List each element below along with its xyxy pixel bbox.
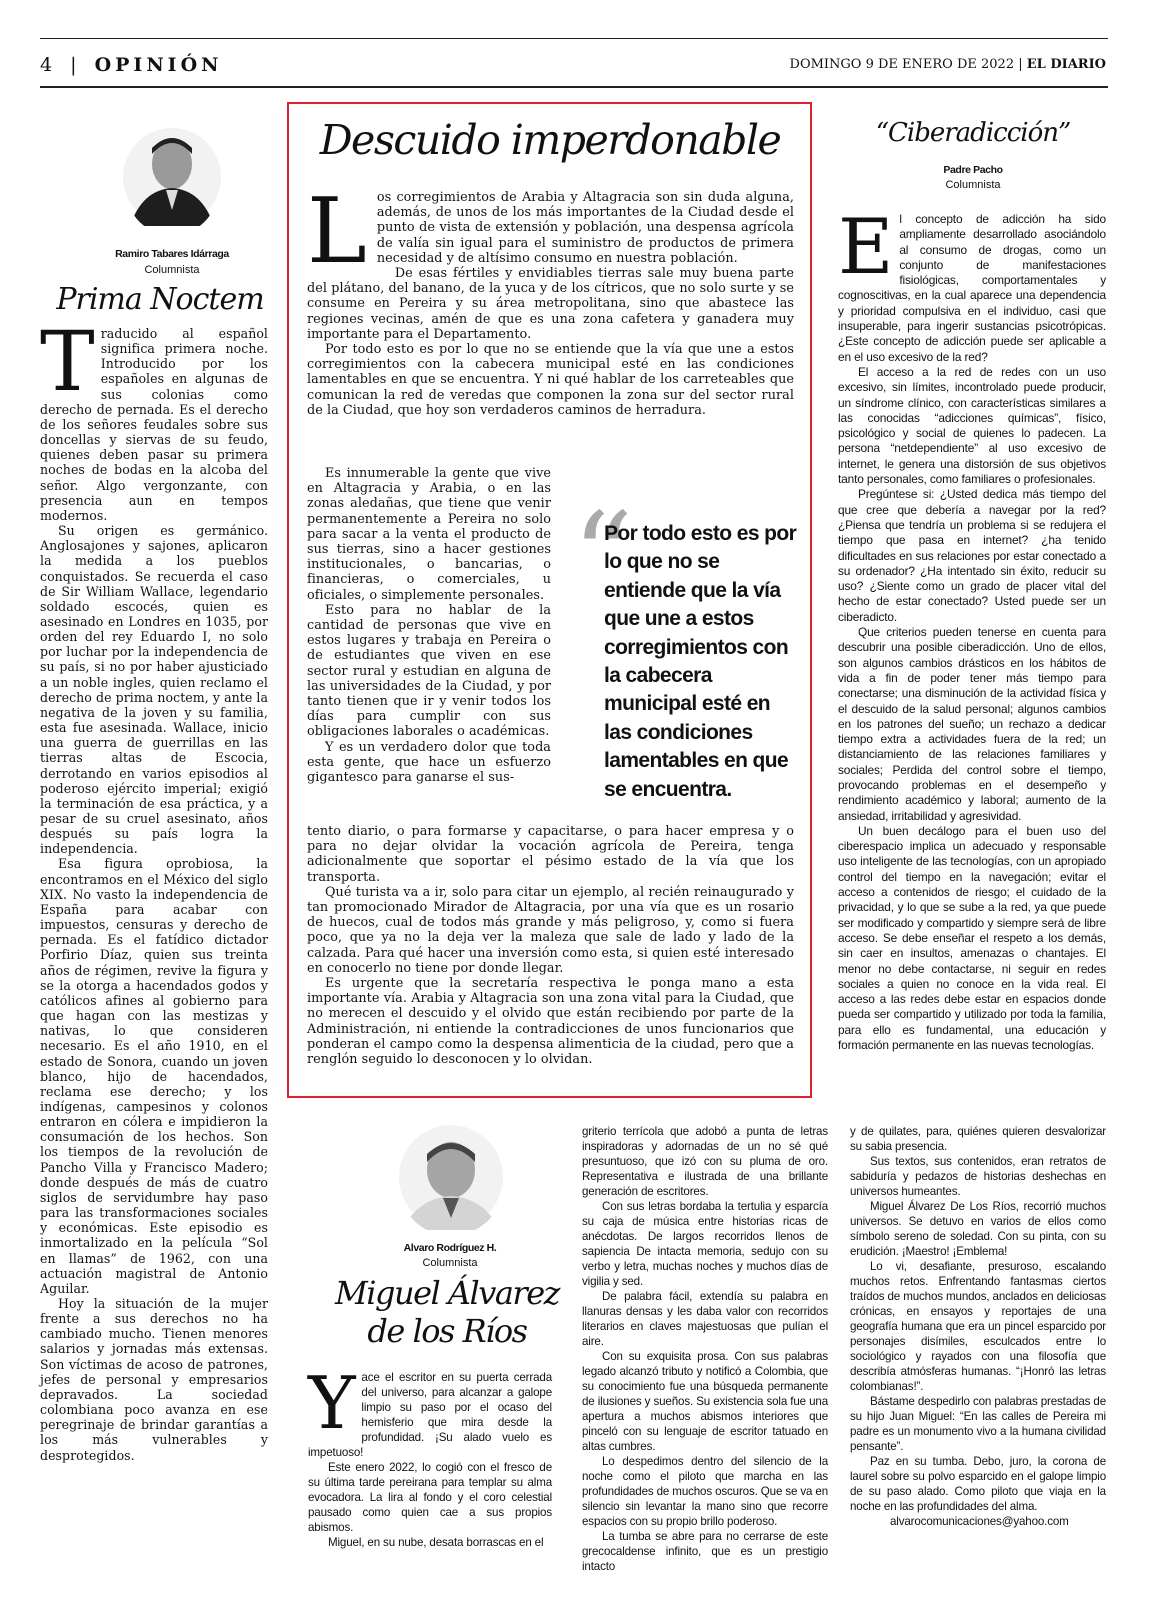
paragraph: Paz en su tumba. Debo, juro, la corona de laurel sobre su polvo esparcido en el galope limpio de su paso alado. Como piloto que viaja en la noche en las profundidades del alma.: [850, 1455, 1106, 1513]
quote-mark-icon: “: [572, 488, 634, 627]
author-role: Columnista: [945, 179, 1001, 191]
dropcap: Y: [308, 1361, 356, 1445]
paragraph: La tumba se abre para no cerrarse de este grecocaldense infinito, que es un prestigio intacto: [582, 1530, 828, 1573]
portrait-illustration: [396, 1118, 506, 1236]
paragraph: Con sus letras bordaba la tertulia y esparcía su caja de música entre historias ricas de anécdotas. De largos recorridos llenos de sapiencia De intacta memoria, sedujo con su verbo y letra, muchas noches y muchos días de vigilia y sed.: [582, 1200, 828, 1288]
editorial-title: Descuido imperdonable: [319, 116, 781, 164]
dropcap: E: [838, 202, 894, 291]
paragraph: Que criterios pueden tenerse en cuenta para descubrir una posible ciberadicción. Uno de ellos, son algunos cambios drásticos en los hábitos de vida a fin de poder tener más tiempo para conectarse; una disminución de la actividad física y el descuido de la salud personal; algunos cambios en los patrones del sueño; un rechazo a dedicar tiempo extra a actividades fuera de la red; un distanciamiento de las relaciones familiares y sociales; Perdida del control sobre el tiempo, provocando problemas en el desempeño y rendimiento académico y laboral; aumento de la ansiedad, irritabilidad y agresividad.: [838, 625, 1106, 823]
paragraph: Su origen es germánico. Anglosajones y sajones, aplicaron la medida a los pueblos conquistados. Se recuerda el caso de Sir William Wallace, legendario soldado escocés, quien es asesinado en Londres en 1035, por orden del rey Eduardo I, no solo por luchar por la independencia de su país, si no por haber ajusticiado a un noble ingles, quien reclamo el derecho de prima noctem, y ante la negativa de la joven y su familia, esta fue asesinada. Wallace, inicio una guerra de guerrillas en las tierras altas de Escocia, derrotando en varios episodios al poderoso ejército imperial; exigió la terminación de esa práctica, y a pesar de su cruel asesinato, años después su país logra la independencia.: [40, 523, 268, 857]
paragraph: Miguel Álvarez De Los Ríos, recorrió muchos universos. Se detuvo en varios de ellos como símbolo sereno de soledad. Con su pinta, con su erudición. ¡Maestro! ¡Emblema!: [850, 1200, 1106, 1258]
paper-name: EL DIARIO: [1026, 57, 1106, 72]
paragraph: Pregúntese si: ¿Usted dedica más tiempo del que cree que debería a navegar por la red? ¿Piensa que tendría un problema si se redujera el tiempo que pasa en internet? ¿ha tenido dificultades en sus relaciones por estar conectado a su ordenador? ¿Ha intentado sin éxito, reducir su uso? ¿Siente como un grado de placer vital del hecho de estar conectado? Usted puede ser un ciberadicto.: [838, 487, 1106, 624]
paragraph: Un buen decálogo para el buen uso del ciberespacio implica un adecuado y responsable uso inteligente de las tecnologías, con un apropiado control del tiempo en la navegación; evitar el acceso a contenidos de riesgo; el cuidado de la privacidad, y lo que se sube a la red, ya que puede ser modificado y compartido y siempre será de libre acceso. Se debe enseñar el respeto a los demás, sin caer en insultos, amenazas o chantajes. El menor no debe contactarse, ni seguir en redes sociales a quien no conoce en la vida real. El acceso a las redes debe estar en espacios donde pueda ser compartido y utilizado por toda la familia, para ello es fundamental, una educación y formación permanente en las nuevas tecnologías.: [838, 823, 1106, 1053]
author-portrait-tabares: [122, 118, 222, 236]
paragraph: El acceso a la red de redes con un uso excesivo, sin límites, incontrolado puede producir, un síndrome clínico, con características similares a las conocidas “adicciones químicas”, físico, psicológico y social de quienes lo padecen. La persona “netdependiente” al uso excesivo de internet, le genera una distorsión de sus objetivos tanto personales, como familiares o profesionales.: [838, 364, 1106, 487]
column-title: “Ciberadicción”: [875, 118, 1071, 148]
author-portrait-rodriguez: [396, 1118, 506, 1236]
paragraph: Y es un verdadero dolor que toda esta gente, que hace un esfuerzo gigantesco para ganarse el sus-: [307, 739, 551, 786]
editorial-body: [307, 179, 794, 418]
author-role: Columnista: [144, 264, 200, 276]
paragraph: tento diario, o para formarse y capacitarse, o para hacer empresa y o para no dejar olvidar la vocación agrícola de Pereira, tenga adicionalmente que soportar el pésimo estado de la vía que los transporta.: [307, 824, 794, 885]
section-name: OPINIÓN: [94, 54, 223, 76]
bottom-col-2: [582, 1124, 828, 1574]
paragraph: y de quilates, para, quiénes quieren desvalorizar su sabia presencia.: [850, 1125, 1106, 1153]
dateline: DOMINGO 9 DE ENERO DE 2022: [789, 57, 1015, 72]
author-name: Ramiro Tabares Idárraga: [115, 248, 229, 260]
paragraph: Es innumerable la gente que vive en Altagracia y Arabia, o en las zonas aledañas, que tiene que venir permanentemente a Pereira no solo para sacar a la venta el producto de sus tierras, sino a hacer gestiones institucionales, o bancarias, o financieras, o comerciales, u oficiales, o simplemente personales.: [307, 466, 551, 603]
page-header-left: [40, 54, 223, 76]
header-rule: [40, 86, 1108, 88]
dropcap: T: [40, 315, 95, 410]
paragraph: Qué turista va a ir, solo para citar un ejemplo, al recién reinaugurado y tan promocionado Mirador de Altagracia, por una vía que es un rosario de huecos, cual de todos más grande y más peligroso, y, como si fuera poco, que ya no la deja ver la maleza que sale de lado y lado de la calzada. Para qué hacer una inversión como esta, si quien esté interesado en conocerlo no tiene por donde llegar.: [307, 884, 794, 976]
author-email[interactable]: alvarocomunicaciones@yahoo.com: [890, 1515, 1069, 1528]
author-name: Padre Pacho: [943, 164, 1003, 176]
paragraph: Lo vi, desafiante, presuroso, escalando muchos retos. Enfrentando fantasmas ciertos traídos de muchos mundos, anclados en deliciosas crónicas, en ensayos y reportajes de una geografía humana que era un pincel esparcido por personajes disímiles, esculcados entre lo sociológico y rayados con una filosofía que describía atmósferas humanas. “¡Honró las letras colombianas!”.: [850, 1260, 1106, 1393]
author-role: Columnista: [422, 1257, 478, 1269]
paragraph: griterio terrícola que adobó a punta de letras inspiradoras y adornadas de un no sé qué presuntuoso, que izó con su pluma de oro. Representativa e ilustrada de una brillante generación de escritores.: [582, 1125, 828, 1198]
paragraph: Lo despedimos dentro del silencio de la noche como el piloto que marcha en las profundidades de muchos oscuros. Que se va en silencio sin levantar la mano sino que recorre espacios con su propio brillo poderoso.: [582, 1455, 828, 1528]
paragraph: De esas fértiles y envidiables tierras sale muy buena parte del plátano, del banano, de la yuca y de los cítricos, que no solo surte y se consume en Pereira y su área metropolitana, sino que abastece las regiones vecinas, amén de que es una zona cafetera y ganadera muy importante para el Departamento.: [307, 266, 794, 342]
header-pipe: |: [1018, 57, 1027, 72]
article-title: [322, 1274, 572, 1350]
paragraph: Es urgente que la secretaría respectiva le ponga mano a esta importante vía. Arabia y Altagracia son una zona vital para la Ciudad, que no merecen el descuido y el olvido que están recibiendo por parte de la Administración, ni entiende la contradicciones de unos funcionarios que ponderan el campo como la despensa alimenticia de la ciudad, pero que a renglón seguido lo desconocen y lo olvidan.: [307, 976, 794, 1068]
paragraph: Sus textos, sus contenidos, eran retratos de sabiduría y pedazos de historias deshechas en universos humeantes.: [850, 1155, 1106, 1198]
title-line-1: Miguel Álvarez: [334, 1274, 560, 1312]
dropcap: L: [307, 179, 367, 284]
right-column-body: [838, 202, 1106, 1053]
bottom-col-3: [850, 1124, 1106, 1529]
paragraph: Con su exquisita prosa. Con sus palabras legado alcanzó tributo y notificó a Colombia, que su conocimiento fue una búsqueda permanente de ilusiones y sueños. Su existencia sola fue una apertura a muchos abismos interiores que pinceló con su lenguaje de escritor tatuado en altas cumbres.: [582, 1350, 828, 1453]
top-rule: [40, 38, 1108, 39]
author-name: Alvaro Rodríguez H.: [403, 1242, 497, 1254]
header-separator: |: [70, 54, 78, 76]
column-title: Prima Noctem: [56, 282, 264, 317]
portrait-illustration: [122, 118, 222, 236]
paragraph: Por todo esto es por lo que no se entiende que la vía que une a estos corregimientos con la cabecera municipal esté en las condiciones lamentables en que se encuentra. Y ni qué hablar de los carreteables que comunican la red de veredas que componen la zona sur del sector rural de la Ciudad, que hoy son verdaderos caminos de herradura.: [307, 342, 794, 418]
paragraph: Hoy la situación de la mujer frente a sus derechos no ha cambiado mucho. Tienen menores salarios y jornadas más extensas. Son víctimas de acoso de patrones, jefes de personal y empresarios depravados. La sociedad colombiana poco avanza en ese peregrinaje de brindar garantías a los más vulnerables y desprotegidos.: [40, 1296, 268, 1463]
page-header-right: [790, 57, 1106, 72]
page-number: 4: [40, 54, 54, 76]
paragraph: De palabra fácil, extendía su palabra en llanuras densas y les daba valor con recorridos literarios en claves majestuosas que pulían el aire.: [582, 1290, 828, 1348]
title-line-2: de los Ríos: [367, 1312, 527, 1350]
paragraph: l concepto de adicción ha sido ampliamente desarrollado asociándolo al consumo de drogas, como un conjunto de manifestaciones fisiológicas, comportamentales y cognoscitivas, en la cual aparece una dependencia y prioridad compulsiva en el individuo, casi que insuperable, para ingerir sustancias psicotrópicas. ¿Este concepto de adicción puede ser aplicable a en el uso excesivo de la red?: [838, 212, 1106, 364]
pull-quote: Por todo esto es por lo que no se entiende que la vía que une a estos corregimientos con la cabecera municipal esté en las condiciones lamentables en que se encuentra.: [604, 522, 797, 801]
editorial-body-narrow: [307, 466, 551, 785]
paragraph: os corregimientos de Arabia y Altagracia son sin duda alguna, además, de unos de los más importantes de la Ciudad desde el punto de vista de extensión y población, una despensa agrícola de valía sin igual para el suministro de productos de primera necesidad y de altísimo consumo en nuestra población.: [376, 190, 794, 266]
left-column-body: [40, 315, 268, 1463]
paragraph: Bástame despedirlo con palabras prestadas de su hijo Juan Miguel: “En las calles de Pereira mi padre es un monumento vivo a la humana civilidad pensante”.: [850, 1395, 1106, 1453]
paragraph: raducido al español significa primera noche. Introducido por los españoles en algunas de sus colonias como derecho de pernada. Es el derecho de los señores feudales sobre sus doncellas y siervas de su feudo, quienes deben pasar su primera noches de bodas en la alcoba del señor. Algo vergonzante, con presencia aun en tempos modernos.: [40, 326, 268, 523]
editorial-body-after: [307, 824, 794, 1067]
paragraph: ace el escritor en su puerta cerrada del universo, para alcanzar a galope limpio su paso por el ocaso del hemisferio que mira desde la profundidad. ¡Su alado vuelo es impetuoso!: [308, 1371, 552, 1459]
paragraph: Este enero 2022, lo cogió con el fresco de su última tarde pereirana para templar su alma evocadora. La lira al fondo y el coro celestial pausado como quien cae a sus propios abismos.: [308, 1461, 552, 1534]
paragraph: Esto para no hablar de la cantidad de personas que vive en estos lugares y trabaja en Pereira o de estudiantes que viven en ese sector rural y estudian en alguna de las universidades de la Ciudad, y por tanto tienen que ir y venir todos los días para cumplir con sus obligaciones laborales o académicas.: [307, 602, 551, 740]
paragraph: Miguel, en su nube, desata borrascas en el: [328, 1536, 544, 1549]
paragraph: Esa figura oprobiosa, la encontramos en el México del siglo XIX. No vasto la independencia de España para acabar con impuestos, censuras y derecho de pernada. Es el fatídico dictador Porfirio Díaz, quien sus treinta años de régimen, revive la figura y se la otorga a hacendados godos y católicos afines al gobierno para que hagan con las mestizas y nativas, lo que consideren necesario. Es el año 1910, en el estado de Sonora, cuando un joven blanco, hijo de hacendados, reclama ese derecho; y los indígenas, campesinos y colonos entraron en cólera e impidieron la consumación de los hechos. Son los tiempos de la revolución de Pancho Villa y Francisco Madero; donde después de más de cuatro siglos de servidumbre hay paso para las transformaciones sociales y económicas. Este episodio es inmortalizado en la película “Sol en llamas” de 1962, con una actuación magistral de Antonio Aguilar.: [40, 856, 268, 1296]
bottom-col-1: [308, 1361, 552, 1550]
